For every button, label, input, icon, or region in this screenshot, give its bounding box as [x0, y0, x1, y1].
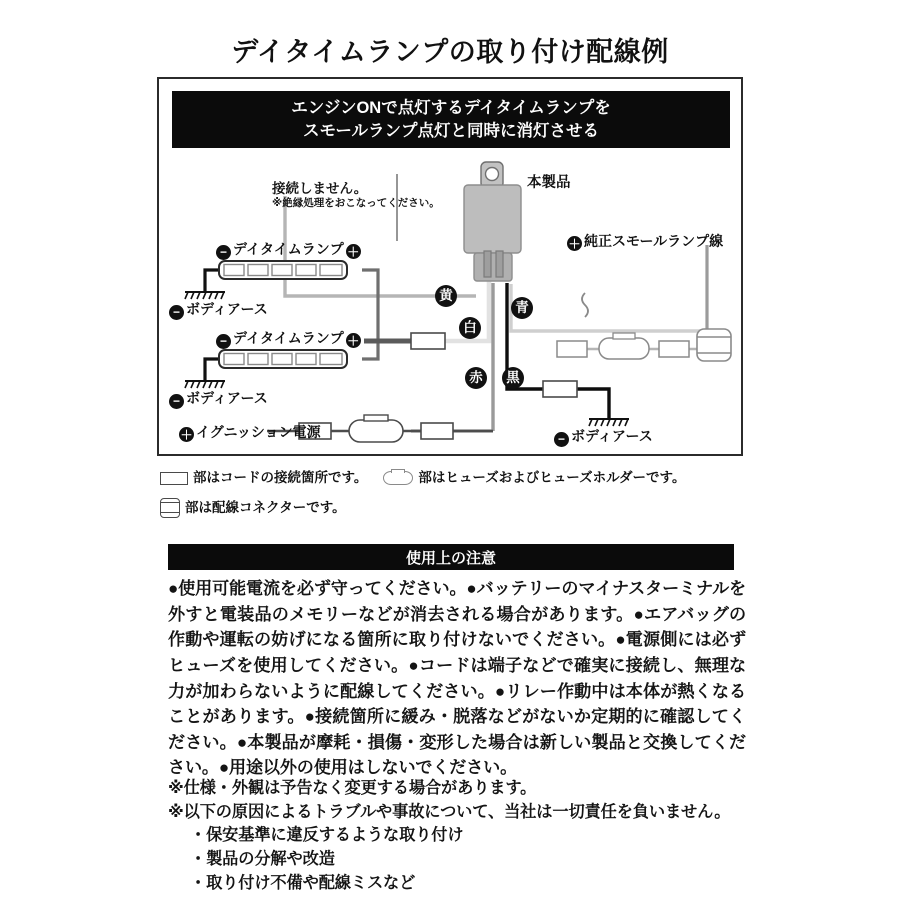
legend-text-wiring-connector: 部は配線コネクターです。: [185, 500, 346, 516]
daytime-lamp-upper-label: − デイタイムランプ ＋: [216, 239, 361, 260]
footnote-line-2: ※以下の原因によるトラブルや事故について、当社は一切責任を負いません。: [168, 802, 731, 821]
fuse-holder-icon: [383, 471, 413, 485]
relay-body: [464, 185, 521, 253]
page-title: デイタイムランプの取り付け配線例: [231, 37, 669, 67]
body-earth-lower-symbol: [185, 381, 225, 388]
plus-symbol-icon: ＋: [347, 245, 360, 259]
footnote-item-0: ・保安基準に違反するような取り付け: [190, 826, 464, 845]
diagram-legend: [160, 466, 760, 520]
cord-connector-small-2: [659, 341, 689, 357]
relay-mount-hole: [486, 168, 499, 181]
body-earth-right-symbol: [589, 419, 629, 426]
daytime-lamp-upper-graphic: [219, 261, 347, 279]
plus-symbol-icon: ＋: [180, 428, 193, 442]
minus-symbol-icon: −: [169, 394, 184, 409]
minus-symbol-icon: −: [216, 245, 231, 260]
wire-badge-blue: 青: [511, 297, 533, 319]
diagram-banner-line1: エンジンONで点灯するデイタイムランプを: [291, 98, 611, 117]
caution-heading: 使用上の注意: [168, 544, 734, 570]
wire-small-lamp: [557, 245, 719, 331]
legend-text-cord: 部はコードの接続箇所です。: [193, 470, 368, 486]
relay-terminal-1: [484, 251, 491, 277]
wire-badge-yellow: 黄: [435, 285, 457, 307]
daytime-lamp-lower-label: − デイタイムランプ ＋: [216, 328, 361, 349]
fuse-holder-small: [599, 333, 649, 359]
wire-badge-white: 白: [459, 317, 481, 339]
wiring-connector-icon: [160, 498, 180, 518]
footnote-item-1: ・製品の分解や改造: [190, 849, 335, 868]
cord-connector-small-1: [557, 341, 587, 357]
legend-text-fuse: 部はヒューズおよびヒューズホルダーです。: [418, 470, 686, 486]
cord-connector-earth: [543, 381, 577, 397]
small-lamp-line-label: ＋ 純正スモールランプ線: [568, 233, 724, 251]
body-earth-right-label: − ボディアース: [554, 426, 653, 447]
plus-symbol-icon: ＋: [347, 334, 360, 348]
footnote-line-1: ※仕様・外観は予告なく変更する場合があります。: [168, 779, 537, 797]
wire-badge-red: 赤: [465, 367, 487, 389]
minus-symbol-icon: −: [169, 305, 184, 320]
wiring-diagram-panel: [157, 77, 743, 456]
wire-badge-black: 黒: [502, 367, 524, 389]
relay-terminal-2: [496, 251, 503, 277]
no-connect-note: ※絶縁処理をおこなってください。: [272, 197, 440, 209]
ignition-power-label: ＋ イグニッション電源: [180, 424, 321, 442]
minus-symbol-icon: −: [216, 334, 231, 349]
fuse-holder-ignition: [349, 415, 403, 442]
product-label: 本製品: [527, 175, 571, 191]
body-earth-upper-label: − ボディアース: [169, 299, 268, 320]
wiring-connector-small: [697, 329, 731, 361]
footnotes: [168, 777, 750, 895]
minus-symbol-icon: −: [554, 432, 569, 447]
wire-cut-squiggle-icon: [582, 293, 588, 317]
no-connect-label: 接続しません。: [272, 181, 368, 196]
legend-row-2: [160, 496, 760, 520]
plus-symbol-icon: ＋: [568, 237, 581, 251]
caution-body: ●使用可能電流を必ず守ってください。●バッテリーのマイナスターミナルを外すと電装品のメモリーなどが消去される場合があります。●エアバッグの作動や運転の妨げになる箇所に取り付けないでください。●電源側には必ずヒューズを使用してください。●コードは端子などで確実に接続し、無理な力が加わらないように配線してください。●リレー作動中は本体が熱くなることがあります。●接続箇所に緩み・脱落などがないか定期的に確認してください。●本製品が摩耗・損傷・変形した場合は新しい製品と交換してください。●用途以外の使用はしないでください。: [168, 579, 746, 778]
daytime-lamp-lower-graphic: [219, 350, 347, 368]
relay-unit: [464, 162, 521, 281]
cord-connector-icon: [160, 472, 188, 485]
cord-connector-white: [411, 333, 445, 349]
small-lamp-bus: [557, 293, 731, 361]
diagram-banner-line2: スモールランプ点灯と同時に消灯させる: [302, 121, 599, 140]
cord-connector-ignition-2: [421, 423, 453, 439]
legend-row-1: [160, 466, 760, 490]
body-earth-upper-symbol: [185, 292, 225, 299]
footnote-item-2: ・取り付け不備や配線ミスなど: [190, 873, 416, 892]
relay-terminal-block: [474, 253, 512, 281]
body-earth-lower-label: − ボディアース: [169, 388, 268, 409]
